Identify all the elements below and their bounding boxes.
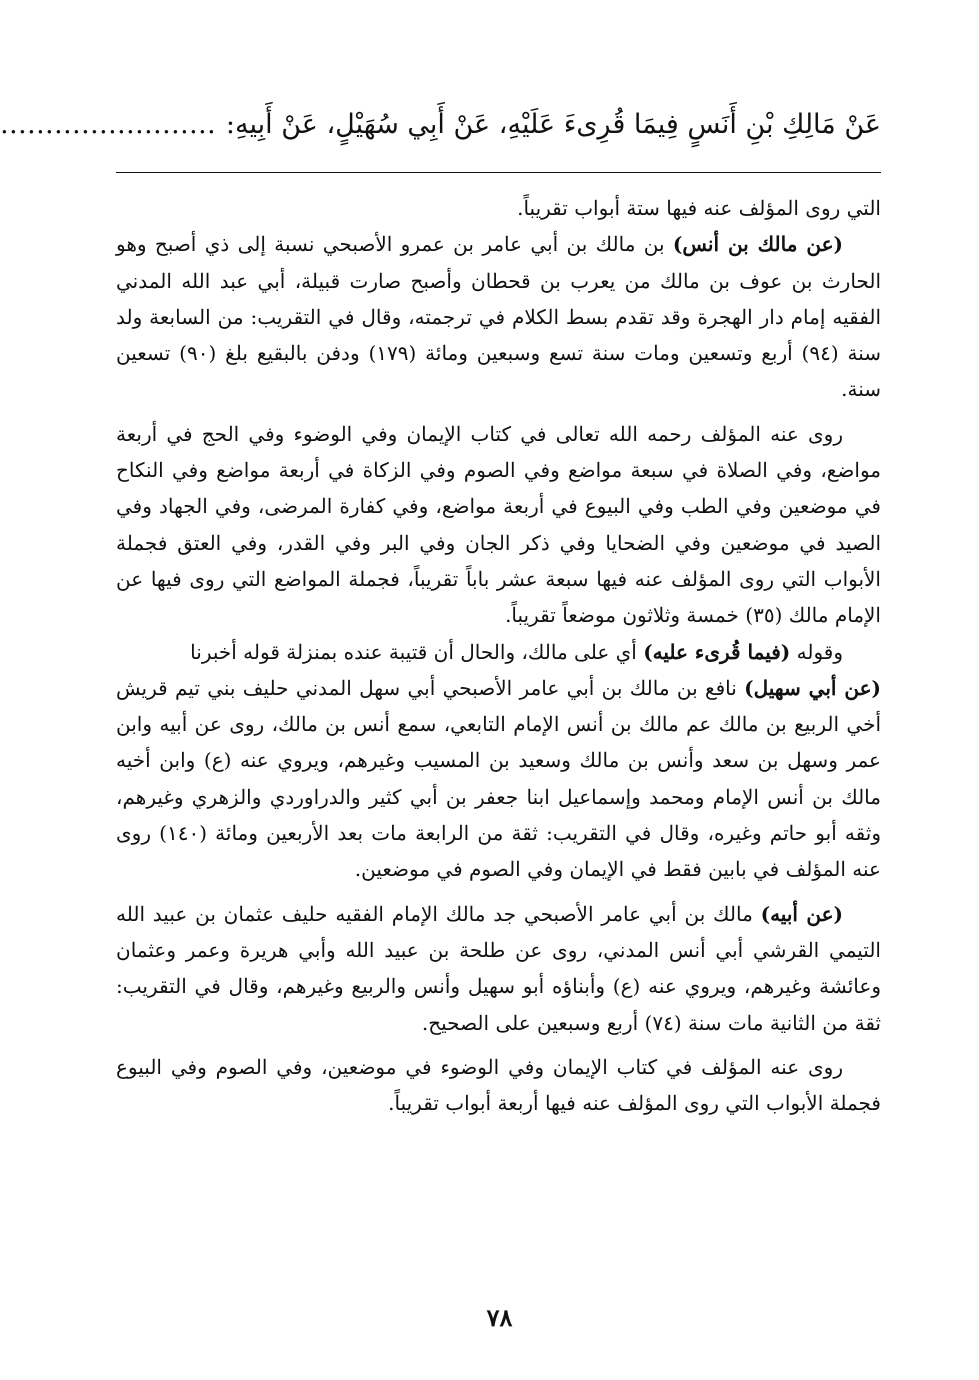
paragraph-abihi-narrations — [116, 1049, 881, 1122]
paragraph-malik-narrations — [116, 416, 881, 634]
paragraph-text: بن مالك بن أبي عامر بن عمرو الأصبحي نسبة إلى ذي أصبح وهو الحارث بن عوف بن مالك من يعرب بن قحطان وأصبح صارت قبيلة، أبي عبد الله المدني الفقيه إمام دار الهجرة وقد تقدم بسط الكلام في ترجمته، وقال في التقريب: من السابعة ولد سنة (٩٤) أربع وتسعين ومات سنة تسع وسبعين ومائة (١٧٩) ودفن بالبقيع بلغ (٩٠) تسعين سنة. — [116, 232, 881, 402]
paragraph-text: نافع بن مالك بن أبي عامر الأصبحي أبي سهل المدني حليف بني تيم قريش أخي الربيع بن مالك عم مالك بن أنس الإمام التابعي، سمع أنس بن مالك، روى عن أبيه وابن عمر وسهل بن سعد وأنس بن مالك وسعيد بن المسيب وغيرهم، ويروي عنه (ع) وابن أخيه مالك بن أنس الإمام ومحمد وإسماعيل ابنا جعفر بن أبي كثير والدراوردي والزهري وغيرهم، وثقه أبو حاتم وغيره، وقال في التقريب: ثقة من الرابعة مات بعد الأربعين ومائة (١٤٠) روى عنه المؤلف في بابين فقط في الإيمان وفي الصوم في موضعين. — [116, 675, 881, 882]
paragraph-heading: (عن أبيه) — [760, 901, 843, 926]
paragraph-abi-suhail — [116, 670, 881, 888]
header-dots: …………………… — [0, 109, 216, 140]
paragraph-abihi — [116, 896, 881, 1041]
paragraph-text: مالك بن أبي عامر الأصبحي جد مالك الإمام الفقيه حليف عثمان بن عبيد الله التيمي القرشي أبي أنس المدني، روى عن طلحة بن عبيد الله وأبي هريرة وعمر وعثمان وعائشة وغيرهم، ويروي عنه (ع) وأبناؤه أبو سهيل وأنس والربيع وغيرهم، وقال في التقريب: ثقة من الثانية مات سنة (٧٤) أربع وسبعين على الصحيح. — [116, 901, 881, 1035]
page-number: ٧٨ — [486, 1303, 513, 1332]
paragraph-fima-quria — [116, 634, 881, 670]
paragraph-malik-bin-anas — [116, 226, 881, 407]
paragraph-heading: (فيما قُرىء عليه) — [643, 639, 791, 664]
paragraph-text: التي روى المؤلف عنه فيها ستة أبواب تقريباً. — [517, 196, 881, 220]
paragraph-text: روى عنه المؤلف في كتاب الإيمان وفي الوضوء في موضعين، وفي الصوم وفي البيوع فجملة الأبواب التي روى المؤلف عنه فيها أربعة أبواب تقريباً. — [116, 1054, 881, 1116]
paragraph-text: أي على مالك، والحال أن قتيبة عنده بمنزلة قوله أخبرنا — [190, 639, 644, 664]
paragraph-heading: (عن مالك بن أنس) — [672, 232, 844, 257]
hadith-chain-header — [0, 100, 881, 150]
commentary-body — [116, 190, 881, 1121]
paragraph-heading: (عن أبي سهيل) — [744, 675, 881, 700]
header-text: عَنْ مَالِكِ بْنِ أَنَسٍ فِيمَا قُرِىءَ عَلَيْهِ، عَنْ أَبِي سُهَيْلٍ، عَنْ أَبِيهِ: — [225, 109, 881, 140]
paragraph-continuation — [116, 190, 881, 226]
header-divider — [116, 172, 881, 173]
paragraph-lead: وقوله — [790, 639, 843, 664]
paragraph-text: روى عنه المؤلف رحمه الله تعالى في كتاب الإيمان وفي الوضوء وفي الحج في أربعة مواضع، وفي الصلاة في سبعة مواضع وفي الصوم وفي الزكاة في أربعة مواضع وفي النكاح في موضعين وفي الطب وفي البيوع في أربعة مواضع، وفي كفارة المرضى، وفي الجهاد وفي الصيد في موضعين وفي الضحايا وفي ذكر الجان وفي البر وفي القدر، وفي العتق فجملة الأبواب التي روى المؤلف عنه فيها سبعة عشر باباً تقريباً، فجملة المواضع التي روى فيها عن الإمام مالك (٣٥) خمسة وثلاثون موضعاً تقريباً. — [116, 421, 881, 628]
